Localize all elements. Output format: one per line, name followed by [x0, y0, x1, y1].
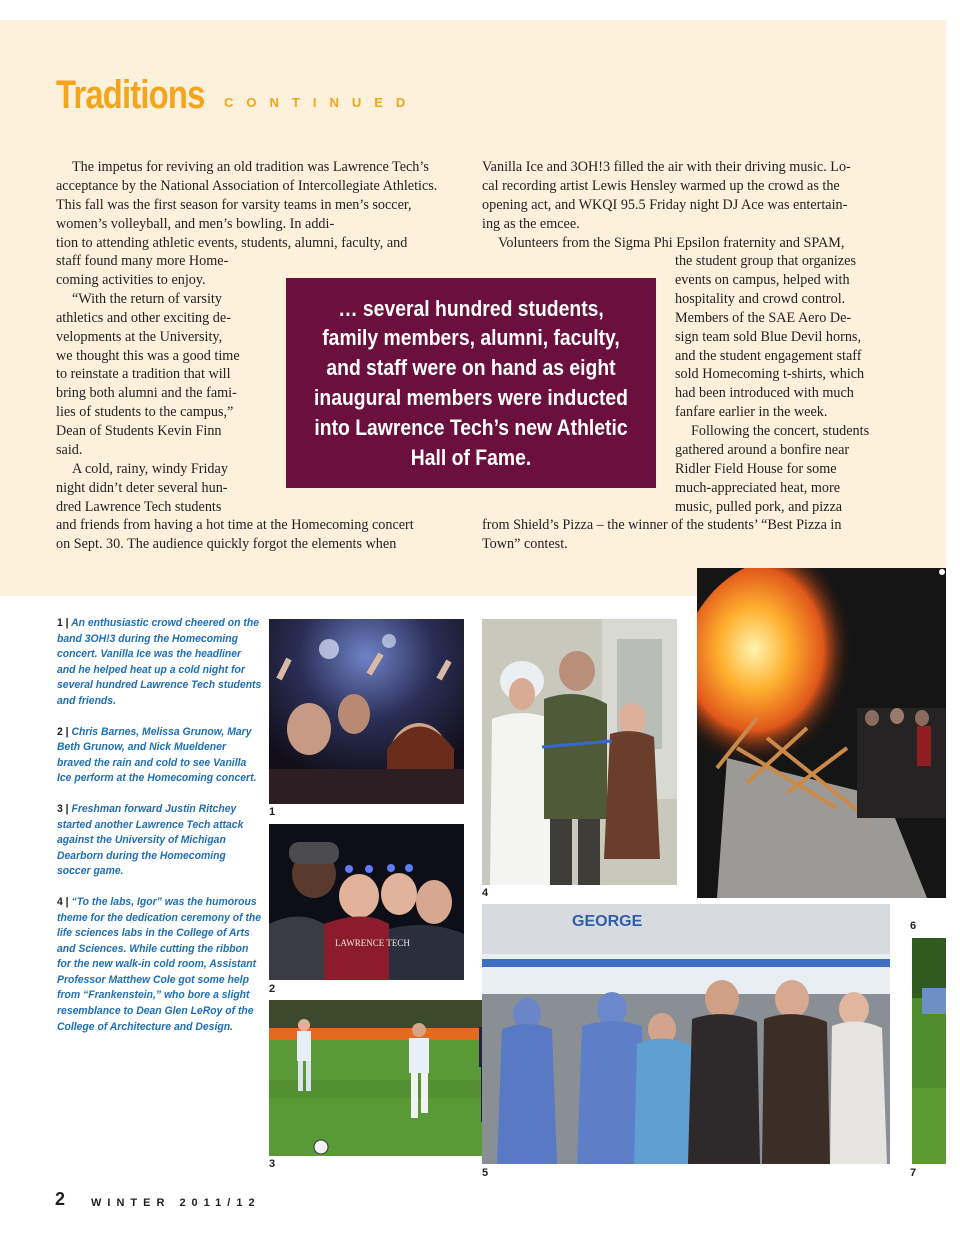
article-line: and friends from having a hot time at the Homecoming concert [56, 517, 414, 533]
article-line: athletics and other exciting de- [56, 309, 231, 326]
photo-concert-crowd [269, 619, 464, 804]
article-line: ing as the emcee. [482, 215, 580, 232]
article-line: music, pulled pork, and pizza [675, 498, 843, 515]
article-line: cal recording artist Lewis Hensley warmed up the crowd as the [482, 177, 840, 194]
photo-lab-dedication-image [482, 619, 677, 885]
article-line: The impetus for reviving an old tradition was Lawrence Tech’s acceptance by the National Association of Intercollegiate Athletics. This fall was the first season for varsity teams in men’s soccer, women’s volleyball, and men’s bowling. In addi- [56, 159, 438, 232]
article-line: on Sept. 30. The audience quickly forgot the elements when [56, 535, 397, 552]
article-line: Volunteers from the Sigma Phi Epsilon fraternity and SPAM, [498, 234, 845, 251]
photo-concert-crowd-image [269, 619, 464, 804]
article-line: much-appreciated heat, more [675, 479, 841, 496]
article-line: gathered around a bonfire near [675, 442, 850, 459]
article-line: Town” contest. [482, 535, 568, 552]
article-line: events on campus, helped with [675, 271, 850, 288]
pull-quote-box [286, 278, 656, 488]
photo-label-1: 1 [269, 806, 276, 818]
photo-hockey-fans [482, 904, 890, 1164]
article-col2-narrow [675, 252, 905, 517]
article-col2-top [482, 158, 902, 253]
article-line: Dean of Students Kevin Finn [56, 423, 222, 440]
caption-text: Chris Barnes, Melissa Grunow, Mary Beth Grunow, and Nick Mueldener braved the rain and cold to see Vanilla Ice perform at the Homecoming concert. [57, 725, 257, 785]
article-line: to reinstate a tradition that will [56, 366, 231, 383]
photo-label-3: 3 [269, 1158, 276, 1170]
photo-outdoor-green-image [912, 938, 946, 1164]
section-title: Traditions [56, 73, 205, 117]
photo-group-horns [269, 824, 464, 980]
caption-text: “To the labs, Igor” was the humorous theme for the dedication ceremony of the life sciences labs in the College of Arts and Sciences. While cutting the ribbon for the new walk-in cold room, Assistant Professor Matthew Cole got some help from “Frankenstein,” who bore a slight resemblance to Dean Glen LeRoy of the College of Architecture and Design. [57, 895, 262, 1033]
caption-number: 4 | [57, 895, 69, 908]
photo-label-6: 6 [910, 920, 917, 932]
article-line: velopments at the University, [56, 328, 223, 345]
article-line: had been introduced with much [675, 385, 854, 402]
photo-outdoor-green [912, 938, 946, 1164]
article-line: tion to attending athletic events, students, alumni, faculty, and [56, 234, 408, 251]
article-line: Following the concert, students [691, 423, 870, 440]
caption-text: Freshman forward Justin Ritchey started another Lawrence Tech attack against the University of Michigan Dearborn during the Homecoming soccer game. [57, 802, 244, 878]
article-col1-narrow [56, 252, 276, 517]
article-col1-bottom [56, 516, 476, 554]
issue-label: WINTER 2011/12 [91, 1197, 261, 1209]
photo-captions [57, 616, 262, 1050]
page-number: 2 [55, 1189, 66, 1209]
article-line: bring both alumni and the fami- [56, 385, 237, 402]
photo-label-4: 4 [482, 887, 489, 899]
photo-bonfire-image [697, 568, 946, 898]
photo-hockey-fans-image [482, 904, 890, 1164]
shirt-lettering: LAWRENCE TECH [335, 938, 410, 948]
article-line: fanfare earlier in the week. [675, 404, 828, 421]
photo-label-5: 5 [482, 1167, 489, 1179]
photo-label-7: 7 [910, 1167, 917, 1179]
article-line: hospitality and crowd control. [675, 290, 846, 307]
article-line: coming activities to enjoy. [56, 271, 206, 288]
article-line: said. [56, 442, 83, 459]
pull-quote-text: … several hundred students, family members, alumni, faculty, and staff were on hand as eight inaugural members were inducted into Lawrence Tech’s new Athletic Hall of Fame. [313, 295, 628, 470]
article-line: Members of the SAE Aero De- [675, 309, 852, 326]
photo-bonfire [697, 568, 946, 898]
article-line: sold Homecoming t-shirts, which [675, 366, 865, 383]
photo-lab-dedication [482, 619, 677, 885]
article-line: sign team sold Blue Devil horns, [675, 328, 861, 345]
article-line: opening act, and WKQI 95.5 Friday night DJ Ace was entertain- [482, 196, 848, 213]
article-col2-bottom [482, 516, 902, 554]
caption-text: An enthusiastic crowd cheered on the band 3OH!3 during the Homecoming concert. Vanilla Ice was the headliner and he helped heat up a cold night for several hundred Lawrence Tech students and friends. [57, 617, 262, 707]
article-line: the student group that organizes [675, 253, 856, 269]
rink-banner-text: GEORGE [572, 913, 643, 930]
article-line: and the student engagement staff [675, 347, 862, 364]
caption-2 [57, 725, 262, 787]
caption-4 [57, 895, 262, 1035]
article-line: dred Lawrence Tech students [56, 498, 222, 515]
caption-1 [57, 616, 262, 710]
article-line: Ridler Field House for some [675, 460, 837, 477]
photo-group-horns-image [269, 824, 464, 980]
article-line: lies of students to the campus,” [56, 404, 234, 421]
caption-number: 2 | [57, 725, 69, 738]
caption-number: 3 | [57, 802, 69, 815]
article-line: from Shield’s Pizza – the winner of the students’ “Best Pizza in [482, 517, 842, 533]
section-title-continued: CONTINUED [224, 95, 419, 110]
article-line: staff found many more Home- [56, 253, 229, 269]
article-line: night didn’t deter several hun- [56, 479, 228, 496]
article-col1-top [56, 158, 461, 253]
article-line: “With the return of varsity [72, 290, 222, 307]
caption-3 [57, 802, 262, 880]
photo-label-2: 2 [269, 983, 276, 995]
article-line: Vanilla Ice and 3OH!3 filled the air with their driving music. Lo- [482, 159, 851, 175]
article-line: A cold, rainy, windy Friday [72, 460, 228, 477]
article-line: we thought this was a good time [56, 347, 240, 364]
caption-number: 1 | [57, 617, 69, 629]
